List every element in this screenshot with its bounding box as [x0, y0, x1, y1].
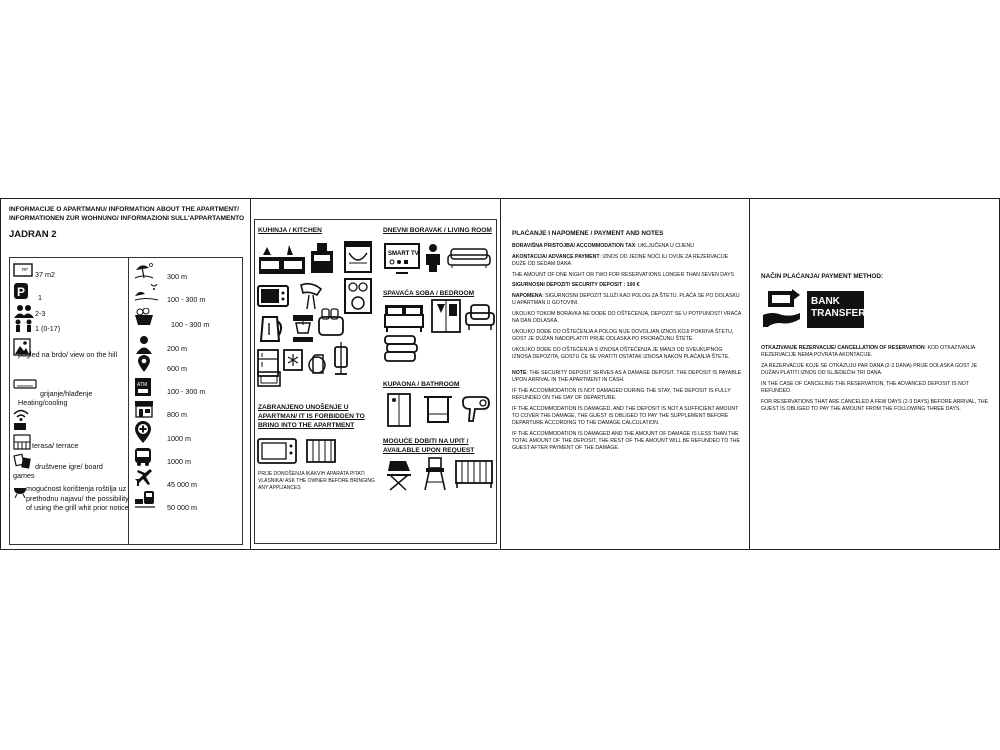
- svg-text:SMART TV: SMART TV: [388, 251, 419, 257]
- wifi-icon: [13, 409, 29, 421]
- cash-hand-icon: [762, 287, 802, 329]
- sofa-icon: [447, 247, 491, 269]
- towel-icon: [423, 394, 453, 424]
- forbidden-heater-icon: [303, 436, 339, 468]
- parking-icon: [13, 282, 29, 300]
- coffee-maker-icon: [291, 313, 315, 343]
- bus-icon: [134, 447, 152, 467]
- appliances-icon: [309, 241, 335, 275]
- tv-small-icon: [13, 422, 27, 431]
- forbidden-title: ZABRANJENO UNOŠENJE U APARTMAN/ IT IS FORBIDDEN TO BRING INTO THE APARTMENT: [258, 404, 365, 429]
- paper-towel-icon: [333, 341, 349, 375]
- high-chair-icon: [423, 457, 447, 491]
- grill-icon: [13, 484, 27, 498]
- terrace-icon: [13, 432, 31, 450]
- kitchen-title: KUHINJA / KITCHEN: [258, 227, 322, 234]
- bathroom-title: KUPAONA / BATHROOM: [383, 381, 460, 388]
- crib-icon: [455, 459, 493, 489]
- market-basket-icon: [134, 308, 154, 326]
- forbidden-note: PRIJE DONOŠENJA IKAKVIH APARATA PITATI VLASNIKA/ ASK THE OWNER BEFORE BRINGING ANY APPLIANCES: [258, 471, 375, 491]
- person-icon: [423, 243, 443, 273]
- iron-icon: [384, 459, 414, 491]
- bedroom-title: SPAVAĆA SOBA / BEDROOM: [383, 290, 475, 297]
- brochure-sheet: [0, 198, 1000, 550]
- train-icon: [134, 490, 156, 510]
- oven-small-icon: [257, 371, 281, 387]
- cancellation-text: OTKAZIVANJE REZERVACIJE/ CANCELLATION OF RESERVATION: KOD OTKAZIVANJA REZERVACIJE NEMA POVRATA AKONTACIJE. ZA REZERVACIJE KOJE SE OTKAZUJU PAR DANA (2-3 DANA) PRIJE DOLASKA GOST JE DUŽAN PLATITI IZNOS OD SLJEDEĆIH TRI DANA. IN THE CASE OF CANCELING THE RESERVATION, THE ADVANCED DEPOSIT IS NOT REFUNDED. FOR RESERVATIONS THAT ARE CANCELED A FEW DAYS (2-3 DAYS) BEFORE ARRIVAL, THE GUEST IS OBLIGED TO PAY THE AMOUNT FROM THE FOLLOWING THREE DAYS.: [761, 345, 989, 412]
- payment-notes-title: PLAĆANJE I NAPOMENE / PAYMENT AND NOTES: [512, 230, 664, 237]
- double-bed-icon: [384, 303, 424, 333]
- armchair-icon: [465, 303, 495, 331]
- kettle-icon: [257, 313, 285, 343]
- oven-icon: [344, 278, 372, 314]
- forbidden-oven-icon: [257, 436, 297, 466]
- adults-icon: [13, 304, 35, 318]
- apartment-name: JADRAN 2: [9, 229, 57, 240]
- atm-icon: [134, 377, 152, 397]
- location-pin-icon: [137, 355, 151, 373]
- payment-notes-text: BORAVIŠNA PRISTOJBA/ ACCOMMODATION TAX: UKLJUČENA U CIJENU AKONTACIJA/ ADVANCE PAYMENT: IZNOS OD JEDNE NOĆI ILI DVIJE ZA REZERVACIJE DUŽE OD SEDAM DANA THE AMOUNT OF ONE NIGHT OR TWO FOR RESERVATIONS LONGER THAN SEVEN DAYS SIGURNOSNI DEPOZIT/ SECURITY DEPOSIT : 100 € NAPOMENA: SIGURNOSNI DEPOZIT SLUŽI KAO POLOG ZA ŠTETU. PLAĆA SE PO DOLASKU U APARTMAN U GOTOVINI. UKOLIKO TOKOM BORAVKA NE DOĐE DO OŠTEĆENJA, DEPOZIT SE U POTPUNOSTI VRAĆA NA DAN ODLASKA. UKOLIKO DOĐE DO OŠTEĆENJA A POLOG NIJE DOVOLJAN IZNOS KOJI POKRIVA ŠTETU, GOST JE DUŽAN NADOPLATITI PRIJE ODLASKA PO PRORAČUNU ŠTETE. UKOLIKO DOĐE DO OŠTEĆENJA S IZNOSA OŠTEĆENJA JE MANJI OD SVEUKUPNOG IZNOSA DEPOZITA, GOSTU ĆE SE VRATITI OSTATAK IZNOSA NAKON PLAĆANJA ŠTETE. NOTE: THE SECURITY DEPOSIT SERVES AS A DAMAGE DEPOSIT. THE DEPOSIT IS PAYABLE UPON ARRIVAL IN THE APARTMENT IN CASH. IF THE ACCOMMODATION IS NOT DAMAGED DURING THE STAY, THE DEPOSIT IS FULLY REFUNDED ON THE DAY OF DEPARTURE. IF THE ACCOMMODATION IS DAMAGED, AND THE DEPOSIT IS NOT A SUFFICIENT AMOUNT TO COVER THE DAMAGE, THE GUEST IS OBLIGED TO PAY THE SUPPLEMENT BEFORE DEPARTURE ACCORDING TO THE DAMAGE CALCULATION. IF THE ACCOMMODATION IS DAMAGED AND THE AMOUNT OF DAMAGE IS LESS THAN THE TOTAL AMOUNT OF THE DEPOSIT, THE REST OF THE AMOUNT WILL BE REFUNDED TO THE GUEST AFTER PAYMENT OF THE DAMAGE.: [512, 243, 742, 452]
- shower-icon: [387, 393, 411, 427]
- shop-icon: [134, 400, 154, 418]
- wardrobe-icon: [431, 299, 461, 333]
- restaurant-icon: [134, 335, 154, 355]
- amenities-box: m² 37 m2 P 1 2-3 1 (0-17) pogled na brdo/ view on the hill grijanje/hlađenje Heating/cooling terasa/ terrace društvene igre/ board games mogućnost korištenja roštilja uz prethodnu najavu/ the possibility of using the grill whit prior notice 300 m 100 - 300 m 100 - 300 m 200 m 600 m ATM 100 - 300 m 800 m 1000 m 1000 m 45 000 m 50 000 m: [9, 257, 243, 545]
- info-heading: INFORMACIJE O APARTMANU/ INFORMATION ABOUT THE APARTMENT/ INFORMATIONEN ZUR WOHNUNG/ INFORMAZIONI SULL'APPARTAMENTO: [9, 206, 245, 222]
- pharmacy-icon: [134, 420, 152, 444]
- linens-icon: [384, 335, 418, 363]
- dishwasher-icon: [344, 241, 372, 273]
- airplane-icon: [134, 469, 154, 487]
- upon-request-title: MOGUĆE DOBITI NA UPIT / AVAILABLE UPON REQUEST: [383, 438, 475, 454]
- rooms-panel: [251, 199, 501, 549]
- children-icon: [13, 319, 35, 332]
- hair-dryer-icon: [461, 395, 493, 423]
- beach-route-icon: [134, 284, 160, 302]
- microwave-icon: [257, 285, 289, 307]
- payment-method-title: NAČIN PLAĆANJA/ PAYMENT METHOD:: [761, 273, 884, 280]
- toaster-icon: [318, 307, 344, 337]
- payment-notes-panel: [501, 199, 750, 549]
- svg-text:P: P: [17, 285, 26, 299]
- dish-soap-icon: [283, 347, 329, 375]
- svg-text:ATM: ATM: [137, 382, 148, 388]
- bank-transfer-logo: BANK TRANSFER: [807, 291, 864, 328]
- svg-text:m²: m²: [22, 267, 28, 273]
- beach-icon: [134, 262, 154, 280]
- smart-tv-icon: [384, 243, 420, 275]
- apartment-info-panel: [1, 199, 251, 549]
- payment-method-panel: [750, 199, 999, 549]
- cooktop-icon: [257, 241, 307, 275]
- floor-area-icon: [13, 263, 33, 277]
- living-room-title: DNEVNI BORAVAK / LIVING ROOM: [383, 227, 492, 234]
